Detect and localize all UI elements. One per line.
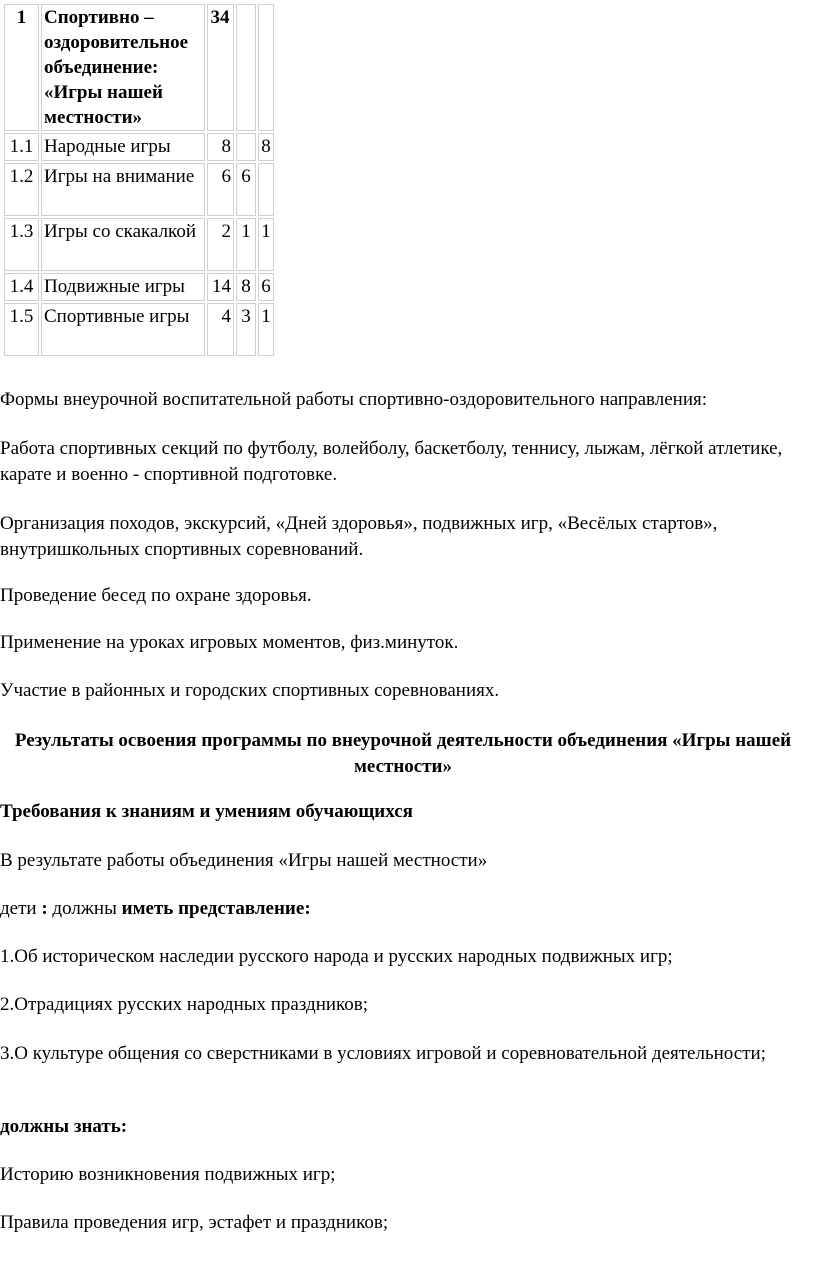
list-item: 2.Отрадициях русских народных праздников;: [0, 994, 369, 1015]
table-cell-num: 1.3: [4, 218, 39, 271]
paragraph-talks: Проведение бесед по охране здоровья.: [0, 585, 312, 606]
table-cell-total: 34: [207, 4, 234, 131]
table-cell-name: Игры на внимание: [41, 163, 205, 216]
table-cell-c3: 8: [258, 133, 274, 161]
children-representation: иметь представление:: [121, 898, 311, 919]
list-item: Историю возникновения подвижных игр;: [0, 1164, 336, 1185]
table-cell-c3: [258, 4, 274, 131]
table-header-row: [4, 4, 274, 131]
table-cell-total: 2: [207, 218, 234, 271]
table-cell-total: 4: [207, 303, 234, 356]
table-cell-c3: 1: [258, 303, 274, 356]
paragraph-result-intro: В результате работы объединения «Игры нашей местности»: [0, 850, 488, 871]
list-item: 3.О культуре общения со сверстниками в условиях игровой и соревновательной деятельности;: [0, 1043, 766, 1064]
table-cell-c3: 6: [258, 273, 274, 301]
program-table: [2, 2, 276, 358]
table-cell-c2: [236, 133, 256, 161]
table-cell-total: 6: [207, 163, 234, 216]
table-cell-name: Подвижные игры: [41, 273, 205, 301]
children-must: должны: [47, 898, 122, 919]
list-item: Правила проведения игр, эстафет и праздников;: [0, 1212, 389, 1233]
table-row: [4, 133, 274, 161]
table-cell-total: 8: [207, 133, 234, 161]
table-cell-num: 1.5: [4, 303, 39, 356]
paragraph-lessons: Применение на уроках игровых моментов, физ.минуток.: [0, 632, 459, 653]
paragraph-sections: Работа спортивных секций по футболу, волейболу, баскетболу, теннису, лыжам, лёгкой атлетике, карате и военно - спортивной подготовке.: [0, 438, 783, 485]
table-cell-c3: [258, 163, 274, 216]
table-cell-name: Игры со скакалкой: [41, 218, 205, 271]
paragraph-organization: Организация походов, экскурсий, «Дней здоровья», подвижных игр, «Весёлых стартов», внутришкольных спортивных соревнований.: [0, 513, 718, 560]
table-cell-c2: 8: [236, 273, 256, 301]
list-item: 1.Об историческом наследии русского народа и русских народных подвижных игр;: [0, 946, 673, 967]
table-cell-name: Спортивные игры: [41, 303, 205, 356]
children-text: дети: [0, 898, 42, 919]
table-cell-c2: 1: [236, 218, 256, 271]
results-heading: Результаты освоения программы по внеурочной деятельности объединения «Игры нашей местности»: [14, 730, 792, 777]
table-cell-name: Народные игры: [41, 133, 205, 161]
table-row: [4, 273, 274, 301]
requirements-heading: Требования к знаниям и умениям обучающихся: [0, 801, 413, 822]
table-row: [4, 303, 274, 356]
table-cell-num: 1.1: [4, 133, 39, 161]
table-cell-c2: [236, 4, 256, 131]
table-row: [4, 218, 274, 271]
table-cell-num: 1: [4, 4, 39, 131]
table-cell-total: 14: [207, 273, 234, 301]
table-cell-num: 1.4: [4, 273, 39, 301]
table-cell-c2: 6: [236, 163, 256, 216]
paragraph-children: [0, 896, 806, 922]
paragraph-competitions: Участие в районных и городских спортивных соревнованиях.: [0, 680, 500, 701]
table-cell-c2: 3: [236, 303, 256, 356]
children-colon: :: [41, 898, 48, 919]
forms-title: Формы внеурочной воспитательной работы спортивно-оздоровительного направления:: [0, 389, 708, 410]
table-row: [4, 163, 274, 216]
table-cell-c3: 1: [258, 218, 274, 271]
must-know-heading: должны знать:: [0, 1116, 128, 1137]
table-cell-num: 1.2: [4, 163, 39, 216]
table-cell-name: Спортивно – оздоровительное объединение: «Игры нашей местности»: [41, 4, 205, 131]
